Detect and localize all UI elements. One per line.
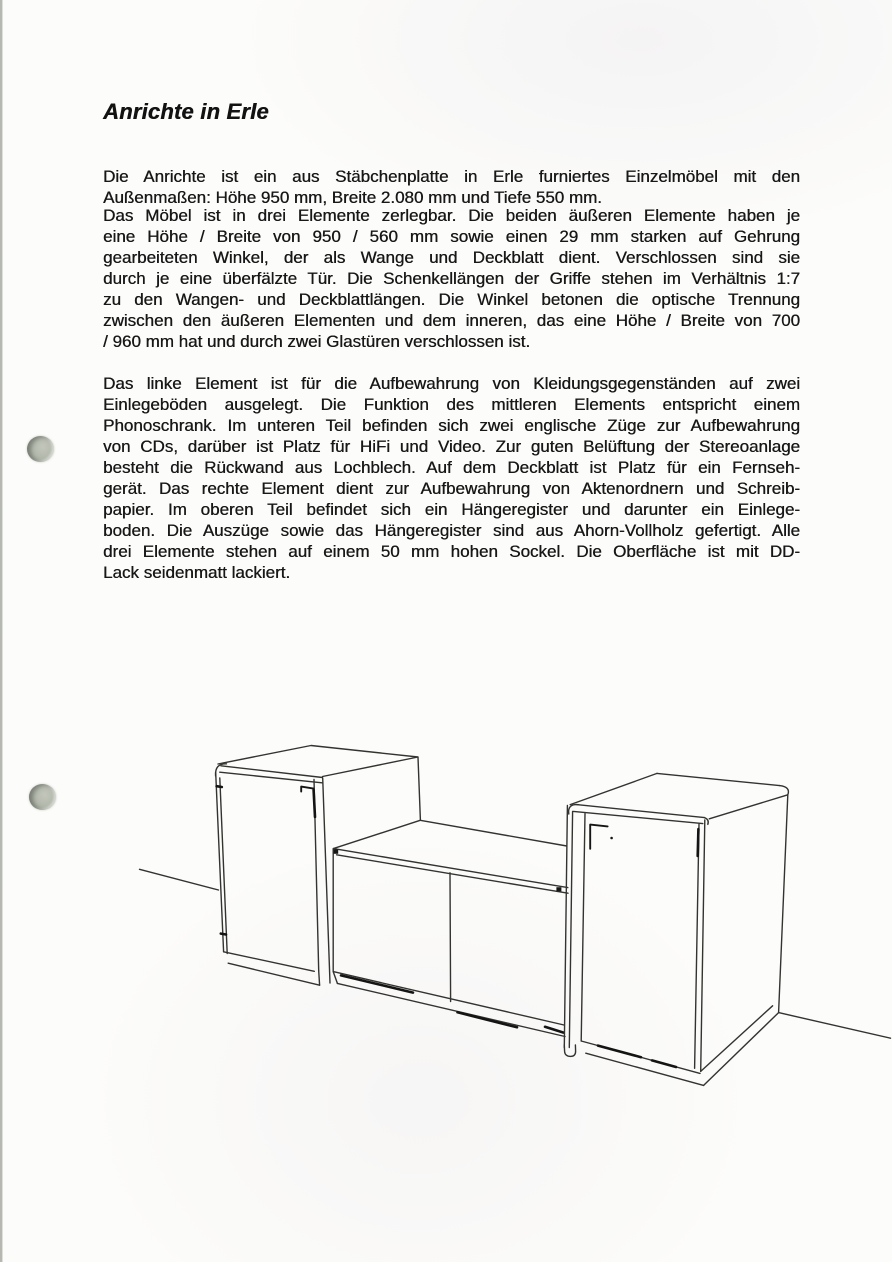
text-line: gearbeiteten Winkel, der als Wange und Deckblatt dient. Verschlossen sind sie (103, 248, 800, 267)
middle-top-left-edge (333, 820, 420, 848)
text-line: zwischen den äußeren Elementen und dem inneren, das eine Höhe / Breite von 700 (103, 311, 800, 330)
text-line: Außenmaßen: Höhe 950 mm, Breite 2.080 mm und Tiefe 550 mm. (103, 188, 602, 207)
text-line: Die Anrichte ist ein aus Stäbchenplatte in Erle furniertes Einzelmöbel mit den (103, 167, 800, 186)
text-line: / 960 mm hat und durch zwei Glastüren verschlossen ist. (103, 332, 531, 351)
right-door-handle-dot (610, 837, 613, 840)
right-cabinet-scan-marks (598, 829, 698, 1067)
right-cabinet-left-edge-outer (564, 806, 567, 1048)
text-line: Das Möbel ist in drei Elemente zerlegbar. Die beiden äußeren Elemente haben je (103, 206, 800, 225)
middle-door-stop-right (556, 887, 561, 891)
text-line: papier. Im oberen Teil befindet sich ein Hängeregister und darunter ein Einlege- (103, 500, 800, 519)
text-line: eine Höhe / Breite von 950 / 560 mm sowie einen 29 mm starken auf Gehrung (103, 227, 800, 246)
left-cabinet-door-gap-shadow (314, 790, 315, 817)
middle-doors-bottom-edge (333, 972, 564, 1025)
text-line: zu den Wangen- und Deckblattlängen. Die Winkel betonen die optische Trennung (103, 290, 800, 309)
right-cabinet-top-left-edge (570, 773, 657, 804)
right-cabinet-right-front-edge (701, 820, 705, 1071)
text-line: Das linke Element ist für die Aufbewahrung von Kleidungsgegenständen auf zwei (103, 374, 800, 393)
right-cabinet-front-top-edge (577, 805, 705, 818)
right-cabinet-top-right-edge (709, 795, 788, 819)
middle-door-divider (450, 873, 451, 1002)
middle-door-stop-left (334, 849, 339, 853)
right-cabinet-left-edge-inner (569, 811, 572, 1047)
middle-element (333, 820, 568, 1036)
left-door-handle (301, 787, 313, 792)
text-line: von CDs, darüber ist Platz für HiFi und Video. Zur guten Belüftung der Stereoanlage (103, 437, 800, 456)
text-line: gerät. Das rechte Element dient zur Aufbewahrung von Aktenordnern und Schreib- (103, 479, 800, 498)
left-cabinet-sockel-bottom (228, 963, 319, 985)
left-cabinet-back-right-edge (418, 757, 420, 820)
right-cabinet-back-right-edge (779, 795, 788, 1012)
left-cabinet-front-top-edge (221, 766, 323, 778)
page-title: Anrichte in Erle (103, 99, 269, 124)
left-cabinet-sockel-join (319, 971, 320, 985)
right-cabinet-top-back-corner (780, 786, 789, 795)
middle-top-back-edge (420, 820, 567, 846)
floor-line-right (779, 1013, 891, 1039)
right-cabinet-side-bottom-lower (704, 1013, 779, 1086)
left-cabinet-top-face (218, 746, 418, 777)
middle-sockel-join (333, 972, 337, 984)
left-cabinet-left-edge-inner (220, 778, 227, 954)
left-cabinet-deckblatt-edge (220, 772, 322, 783)
right-cabinet-side-bottom-upper (701, 1006, 773, 1072)
left-cabinet-door-bottom-edge (224, 952, 315, 972)
floor-line-left (140, 869, 219, 890)
text-line: drei Elemente stehen auf einem 50 mm hohen Sockel. Die Oberfläche ist mit DD- (103, 542, 800, 561)
right-cabinet-deckblatt-edge (573, 811, 702, 823)
text-line: boden. Die Auszüge sowie das Hängeregister sind aus Ahorn-Vollholz gefertigt. Alle (103, 521, 800, 540)
right-cabinet-door-right-edge (695, 824, 699, 1068)
right-cabinet-top-back-edge (657, 773, 780, 785)
text-line: Phonoschrank. Im unteren Teil befinden sich zwei englische Züge zur Aufbewahrung (103, 416, 800, 435)
right-cabinet (564, 773, 788, 1085)
right-cabinet-top-front-corner (569, 805, 579, 814)
middle-doors-top-edge (337, 855, 568, 893)
right-cabinet-door-left-edge (581, 814, 585, 1041)
left-cabinet (216, 746, 421, 986)
left-cabinet-right-front-edge (323, 778, 330, 983)
text-line: durch je eine überfälzte Tür. Die Schenkellängen der Griffe stehen im Verhältnis 1:7 (103, 269, 800, 288)
text-line: Lack seidenmatt lackiert. (103, 563, 291, 582)
text-line: Einlegeböden ausgelegt. Die Funktion des mittleren Elements entspricht einem (103, 395, 800, 414)
text-line: besteht die Rückwand aus Lochblech. Auf dem Deckblatt ist Platz für ein Fernseh- (103, 458, 800, 477)
left-cabinet-left-edge-outer (216, 773, 224, 952)
middle-bottom-scan-marks (341, 975, 564, 1032)
right-door-handle (590, 825, 607, 849)
